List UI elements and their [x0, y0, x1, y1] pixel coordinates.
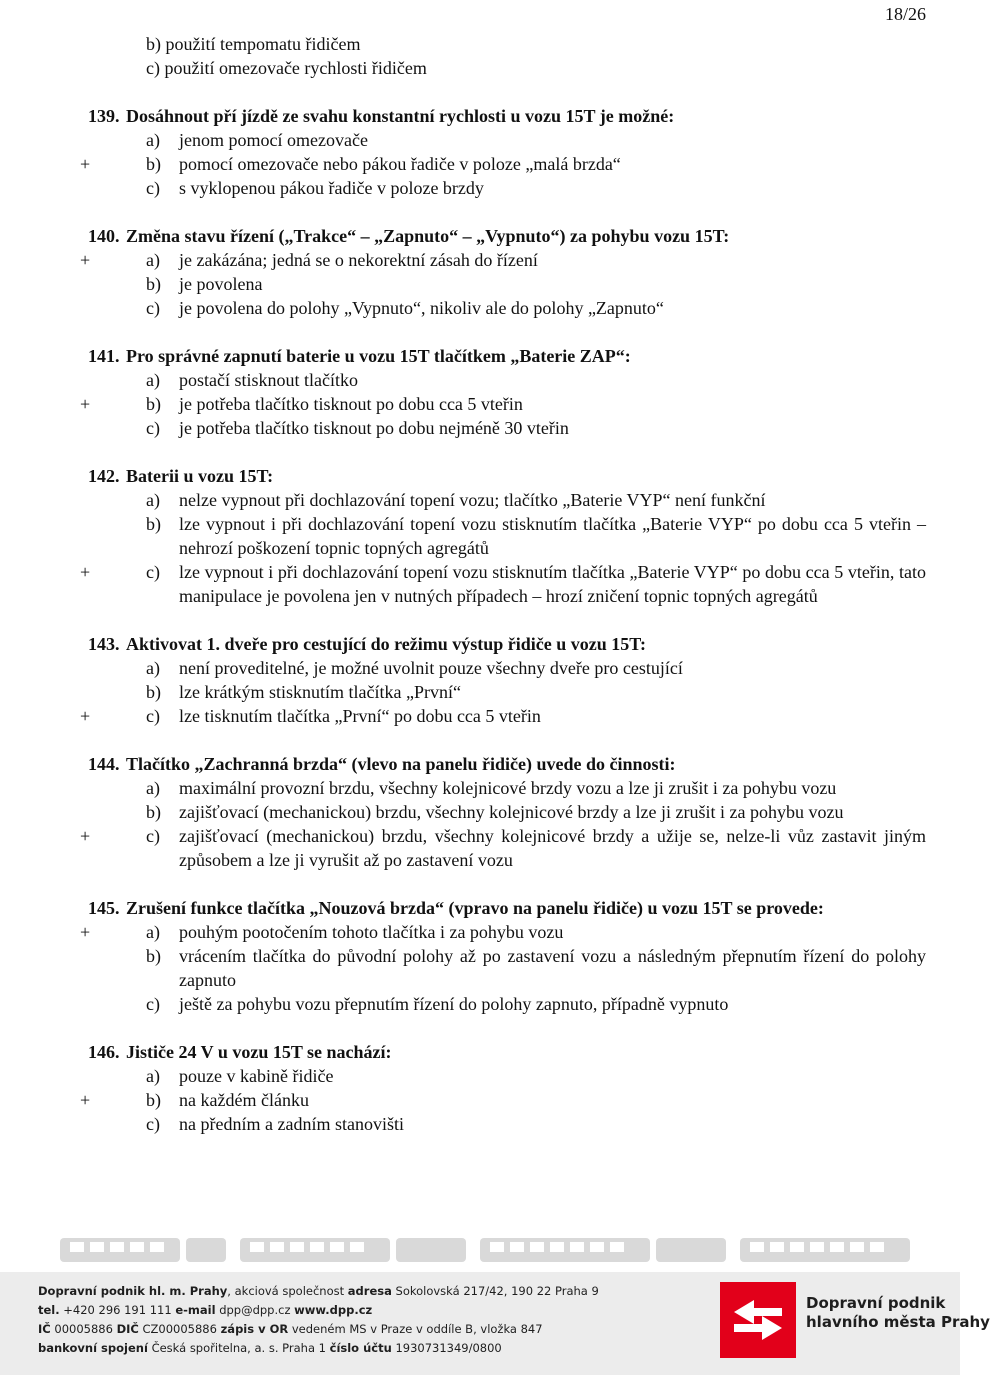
- option-letter: c): [146, 418, 160, 438]
- question-heading: [80, 752, 926, 776]
- option-letter: b): [146, 682, 161, 702]
- option-letter: c): [146, 1114, 160, 1134]
- option-letter: b): [146, 946, 161, 966]
- option-letter: a): [146, 490, 160, 510]
- answer-option: [80, 296, 926, 320]
- option-letter: c): [146, 994, 160, 1014]
- answer-option: [80, 512, 926, 560]
- option-text: zajišťovací (mechanickou) brzdu, všechny kolejnicové brzdy a užije se, nelze-li vůz zastavit jiným způsobem a lze ji vyrušit až po zastavení vozu: [179, 826, 926, 870]
- option-letter: b): [146, 514, 161, 534]
- question-text: Tlačítko „Zachranná brzda“ (vlevo na panelu řidiče) uvede do činnosti:: [126, 754, 676, 774]
- question-number: 142.: [88, 466, 120, 486]
- answer-option: [80, 704, 926, 728]
- answer-option: [80, 128, 926, 152]
- question-heading: [80, 224, 926, 248]
- website-link[interactable]: www.dpp.cz: [294, 1303, 373, 1317]
- option-text: nelze vypnout při dochlazování topení vozu; tlačítko „Baterie VYP“ není funkční: [179, 490, 766, 510]
- tram-silhouette-4: [740, 1238, 910, 1262]
- option-text: na každém článku: [179, 1090, 309, 1110]
- option-letter: a): [146, 130, 160, 150]
- option-letter: c): [146, 706, 160, 726]
- question-heading: [80, 1040, 926, 1064]
- company-contact-details: Dopravní podnik hl. m. Prahy, akciová společnost adresa Sokolovská 217/42, 190 22 Praha 9 tel. +420 296 191 111 e-mail dpp@dpp.cz www.dpp.cz IČ 00005886 DIČ CZ00005886 zápis v OR vedeném MS v Praze v oddíle B, vložka 847 bankovní spojení Česká spořitelna, a. s. Praha 1 číslo účtu 1930731349/0800: [38, 1284, 599, 1355]
- option-text: jenom pomocí omezovače: [179, 130, 368, 150]
- option-letter: a): [146, 370, 160, 390]
- company-address: Sokolovská 217/42, 190 22 Praha 9: [395, 1284, 599, 1298]
- option-text: je potřeba tlačítko tisknout po dobu nejméně 30 vteřin: [179, 418, 569, 438]
- option-letter: c): [146, 562, 160, 582]
- answer-option: [80, 488, 926, 512]
- question-heading: [80, 344, 926, 368]
- answer-option: [80, 248, 926, 272]
- answer-option: [80, 392, 926, 416]
- correct-answer-marker: +: [80, 250, 91, 270]
- correct-answer-marker: +: [80, 922, 91, 942]
- option-letter: b): [146, 1090, 161, 1110]
- option-letter: b): [146, 802, 161, 822]
- question-text: Jističe 24 V u vozu 15T se nachází:: [126, 1042, 392, 1062]
- option-text: je povolena do polohy „Vypnuto“, nikoliv ale do polohy „Zapnuto“: [179, 298, 664, 318]
- answer-option: [80, 272, 926, 296]
- prev-option: c) použití omezovače rychlosti řidičem: [146, 58, 427, 78]
- question-list: [80, 32, 926, 1136]
- option-text: zajišťovací (mechanickou) brzdu, všechny kolejnicové brzdy a lze ji zrušit i za pohybu vozu: [179, 802, 844, 822]
- answer-option: [80, 1112, 926, 1136]
- answer-option: [80, 776, 926, 800]
- answer-option: [80, 560, 926, 608]
- option-letter: c): [146, 298, 160, 318]
- option-letter: b): [146, 154, 161, 174]
- answer-option: [80, 920, 926, 944]
- option-letter: b): [146, 274, 161, 294]
- option-text: pomocí omezovače nebo pákou řadiče v poloze „malá brzda“: [179, 154, 621, 174]
- option-text: s vyklopenou pákou řadiče v poloze brzdy: [179, 178, 484, 198]
- question-text: Změna stavu řízení („Trakce“ – „Zapnuto“ – „Vypnuto“) za pohybu vozu 15T:: [126, 226, 730, 246]
- question-heading: [80, 896, 926, 920]
- answer-option: [80, 944, 926, 992]
- question-text: Baterii u vozu 15T:: [126, 466, 274, 486]
- question-number: 144.: [88, 754, 120, 774]
- option-text: lze tisknutím tlačítka „První“ po dobu cca 5 vteřin: [179, 706, 541, 726]
- answer-option: [80, 1088, 926, 1112]
- option-text: na předním a zadním stanovišti: [179, 1114, 404, 1134]
- option-text: je povolena: [179, 274, 263, 294]
- option-letter: a): [146, 778, 160, 798]
- page-number: 18/26: [884, 4, 926, 24]
- option-text: ještě za pohybu vozu přepnutím řízení do polohy zapnuto, případně vypnuto: [179, 994, 729, 1014]
- email-link[interactable]: dpp@dpp.cz: [219, 1303, 291, 1317]
- question-number: 139.: [88, 106, 120, 126]
- option-text: vrácením tlačítka do původní polohy až po zastavení vozu a následným přepnutím řízení do polohy zapnuto: [179, 946, 926, 990]
- option-letter: a): [146, 250, 160, 270]
- option-letter: a): [146, 1066, 160, 1086]
- correct-answer-marker: +: [80, 826, 91, 846]
- option-letter: c): [146, 826, 160, 846]
- answer-option: [80, 992, 926, 1016]
- option-text: postačí stisknout tlačítko: [179, 370, 358, 390]
- question-number: 146.: [88, 1042, 120, 1062]
- dpp-logo-icon: [720, 1282, 796, 1358]
- answer-option: [80, 800, 926, 824]
- question-number: 140.: [88, 226, 120, 246]
- answer-option: [80, 152, 926, 176]
- option-text: je zakázána; jedná se o nekorektní zásah do řízení: [179, 250, 538, 270]
- option-text: maximální provozní brzdu, všechny kolejnicové brzdy vozu a lze ji zrušit i za pohybu vozu: [179, 778, 837, 798]
- correct-answer-marker: +: [80, 562, 91, 582]
- answer-option: [80, 176, 926, 200]
- question-number: 143.: [88, 634, 120, 654]
- answer-option: [80, 824, 926, 872]
- option-text: lze krátkým stisknutím tlačítka „První“: [179, 682, 461, 702]
- question-heading: [80, 104, 926, 128]
- correct-answer-marker: +: [80, 394, 91, 414]
- answer-option: [80, 1064, 926, 1088]
- answer-option: [80, 416, 926, 440]
- prev-option: b) použití tempomatu řidičem: [146, 34, 361, 54]
- option-text: pouhým pootočením tohoto tlačítka i za pohybu vozu: [179, 922, 564, 942]
- option-letter: a): [146, 922, 160, 942]
- question-heading: [80, 632, 926, 656]
- question-text: Dosáhnout pří jízdě ze svahu konstantní rychlosti u vozu 15T je možné:: [126, 106, 675, 126]
- option-letter: a): [146, 658, 160, 678]
- answer-option: [80, 656, 926, 680]
- option-text: lze vypnout i při dochlazování topení vozu stisknutím tlačítka „Baterie VYP“ po dobu cca 5 vteřin – nehrozí poškození topnic topných agregátů: [179, 514, 926, 558]
- correct-answer-marker: +: [80, 1090, 91, 1110]
- option-text: je potřeba tlačítko tisknout po dobu cca 5 vteřin: [179, 394, 523, 414]
- option-letter: b): [146, 394, 161, 414]
- question-number: 145.: [88, 898, 120, 918]
- tram-silhouettes-banner: [0, 1230, 960, 1270]
- question-text: Aktivovat 1. dveře pro cestující do režimu výstup řidiče u vozu 15T:: [126, 634, 646, 654]
- option-text: pouze v kabině řidiče: [179, 1066, 334, 1086]
- answer-option: [80, 680, 926, 704]
- phone-number: +420 296 191 111: [63, 1303, 172, 1317]
- question-text: Pro správné zapnutí baterie u vozu 15T tlačítkem „Baterie ZAP“:: [126, 346, 631, 366]
- option-text: není proveditelné, je možné uvolnit pouze všechny dveře pro cestující: [179, 658, 683, 678]
- question-text: Zrušení funkce tlačítka „Nouzová brzda“ (vpravo na panelu řidiče) u vozu 15T se provede:: [126, 898, 824, 918]
- company-footer: [0, 1272, 990, 1375]
- correct-answer-marker: +: [80, 154, 91, 174]
- question-number: 141.: [88, 346, 120, 366]
- option-text: lze vypnout i při dochlazování topení vozu stisknutím tlačítka „Baterie VYP“ po dobu cca 5 vteřin, tato manipulace je povolena jen v nutných případech – hrozí zničení topnic topných agregátů: [179, 562, 926, 606]
- question-heading: [80, 464, 926, 488]
- correct-answer-marker: +: [80, 706, 91, 726]
- company-logo-text: Dopravní podnik hlavního města Prahy: [806, 1294, 990, 1331]
- answer-option: [80, 368, 926, 392]
- company-name: Dopravní podnik hl. m. Prahy: [38, 1284, 228, 1298]
- option-letter: c): [146, 178, 160, 198]
